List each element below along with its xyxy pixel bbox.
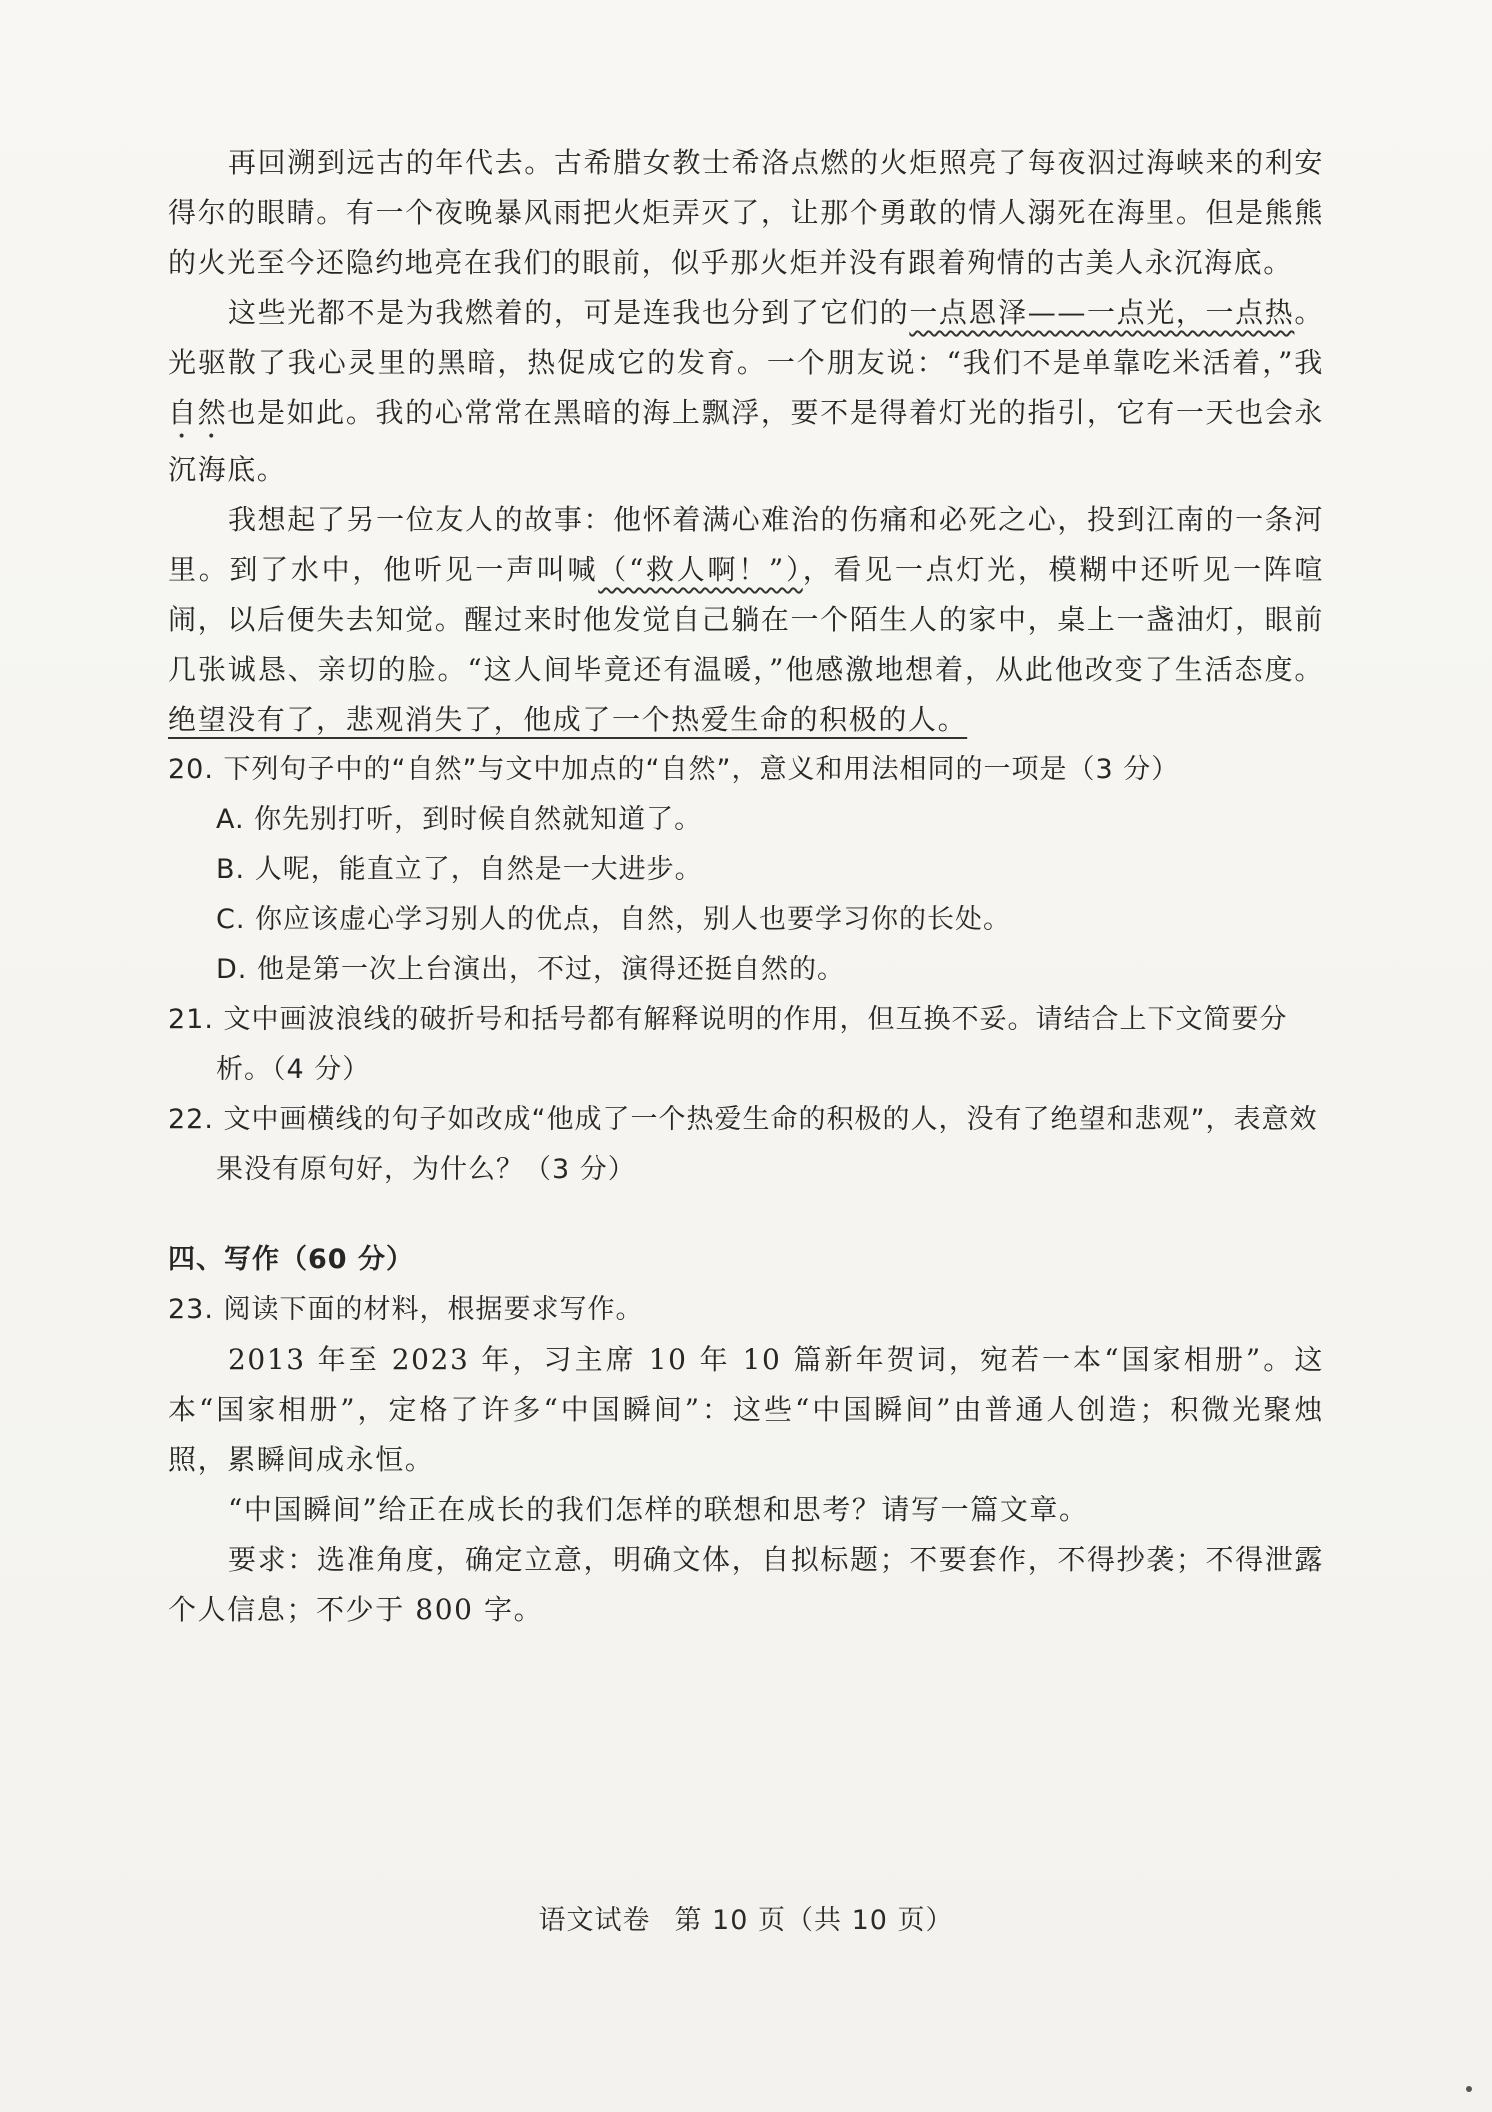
passage-p3-text-a: 我想起了另一位友人的故事：他怀着满心难治的伤痛和必死之心，投到江南的一条河里。到了水中，他听见一声叫喊 (168, 503, 1324, 586)
underlined-sentence: 绝望没有了，悲观消失了，他成了一个热爱生命的积极的人。 (168, 703, 968, 736)
question-20: 20. 下列句子中的“自然”与文中加点的“自然”，意义和用法相同的一项是（3 分） (168, 754, 1180, 785)
wavy-underlined-dash-phrase: 一点恩泽——一点光，一点热 (909, 296, 1295, 329)
question-23: 23. 阅读下面的材料，根据要求写作。 (168, 1294, 644, 1325)
question-20-option-a: A. 你先别打听，到时候自然就知道了。 (216, 804, 703, 835)
corner-dot (1466, 2086, 1472, 2092)
passage-paragraph-3 (168, 495, 1324, 745)
passage-p2-text-a: 这些光都不是为我燃着的，可是连我也分到了它们的 (228, 296, 910, 329)
passage-p2-text-c: 也是如此。我的心常常在黑暗的海上飘浮，要不是得着灯光的指引，它有一天也会永沉海底。 (168, 396, 1324, 486)
footer-page-number: 第 10 页（共 10 页） (674, 1905, 954, 1936)
writing-material-paragraph-2: “中国瞬间”给正在成长的我们怎样的联想和思考？请写一篇文章。 (228, 1493, 1089, 1526)
question-20-option-d: D. 他是第一次上台演出，不过，演得还挺自然的。 (216, 954, 845, 985)
dotted-word-ziran: 自然 (168, 396, 228, 429)
writing-section-title: 四、写作（60 分） (168, 1244, 414, 1275)
footer-subject: 语文试卷 (538, 1905, 651, 1936)
passage-p2-text-b: 。光驱散了我心灵里的黑暗，热促成它的发育。一个朋友说：“我们不是单靠吃米活着，”我 (168, 296, 1324, 379)
passage-paragraph-2 (168, 288, 1324, 495)
page-footer (0, 1898, 1492, 1937)
question-22: 22. 文中画横线的句子如改成“他成了一个热爱生命的积极的人，没有了绝望和悲观”，表意效果没有原句好，为什么？（3 分） (168, 1104, 1318, 1185)
page-content (168, 138, 1324, 1635)
question-20-option-c: C. 你应该虚心学习别人的优点，自然，别人也要学习你的长处。 (216, 904, 1012, 935)
writing-requirements: 要求：选准角度，确定立意，明确文体，自拟标题；不要套作，不得抄袭；不得泄露个人信息；不少于 800 字。 (168, 1543, 1324, 1626)
wavy-underlined-parenthesis-phrase: （“救人啊！”） (598, 553, 803, 586)
writing-material-paragraph-1: 2013 年至 2023 年，习主席 10 年 10 篇新年贺词，宛若一本“国家相册”。这本“国家相册”，定格了许多“中国瞬间”：这些“中国瞬间”由普通人创造；积微光聚烛照，累瞬间成永恒。 (168, 1343, 1324, 1476)
question-20-option-b: B. 人呢，能直立了，自然是一大进步。 (216, 854, 703, 885)
passage-p3-text-b: ，看见一点灯光，模糊中还听见一阵喧闹，以后便失去知觉。醒过来时他发觉自己躺在一个陌生人的家中，桌上一盏油灯，眼前几张诚恳、亲切的脸。“这人间毕竟还有温暖，”他感激地想着，从此他改变了生活态度。 (168, 553, 1325, 686)
passage-paragraph-1: 再回溯到远古的年代去。古希腊女教士希洛点燃的火炬照亮了每夜泅过海峡来的利安得尔的眼睛。有一个夜晚暴风雨把火炬弄灭了，让那个勇敢的情人溺死在海里。但是熊熊的火光至今还隐约地亮在我们的眼前，似乎那火炬并没有跟着殉情的古美人永沉海底。 (168, 146, 1324, 279)
question-21: 21. 文中画波浪线的破折号和括号都有解释说明的作用，但互换不妥。请结合上下文简要分析。（4 分） (168, 1004, 1288, 1085)
